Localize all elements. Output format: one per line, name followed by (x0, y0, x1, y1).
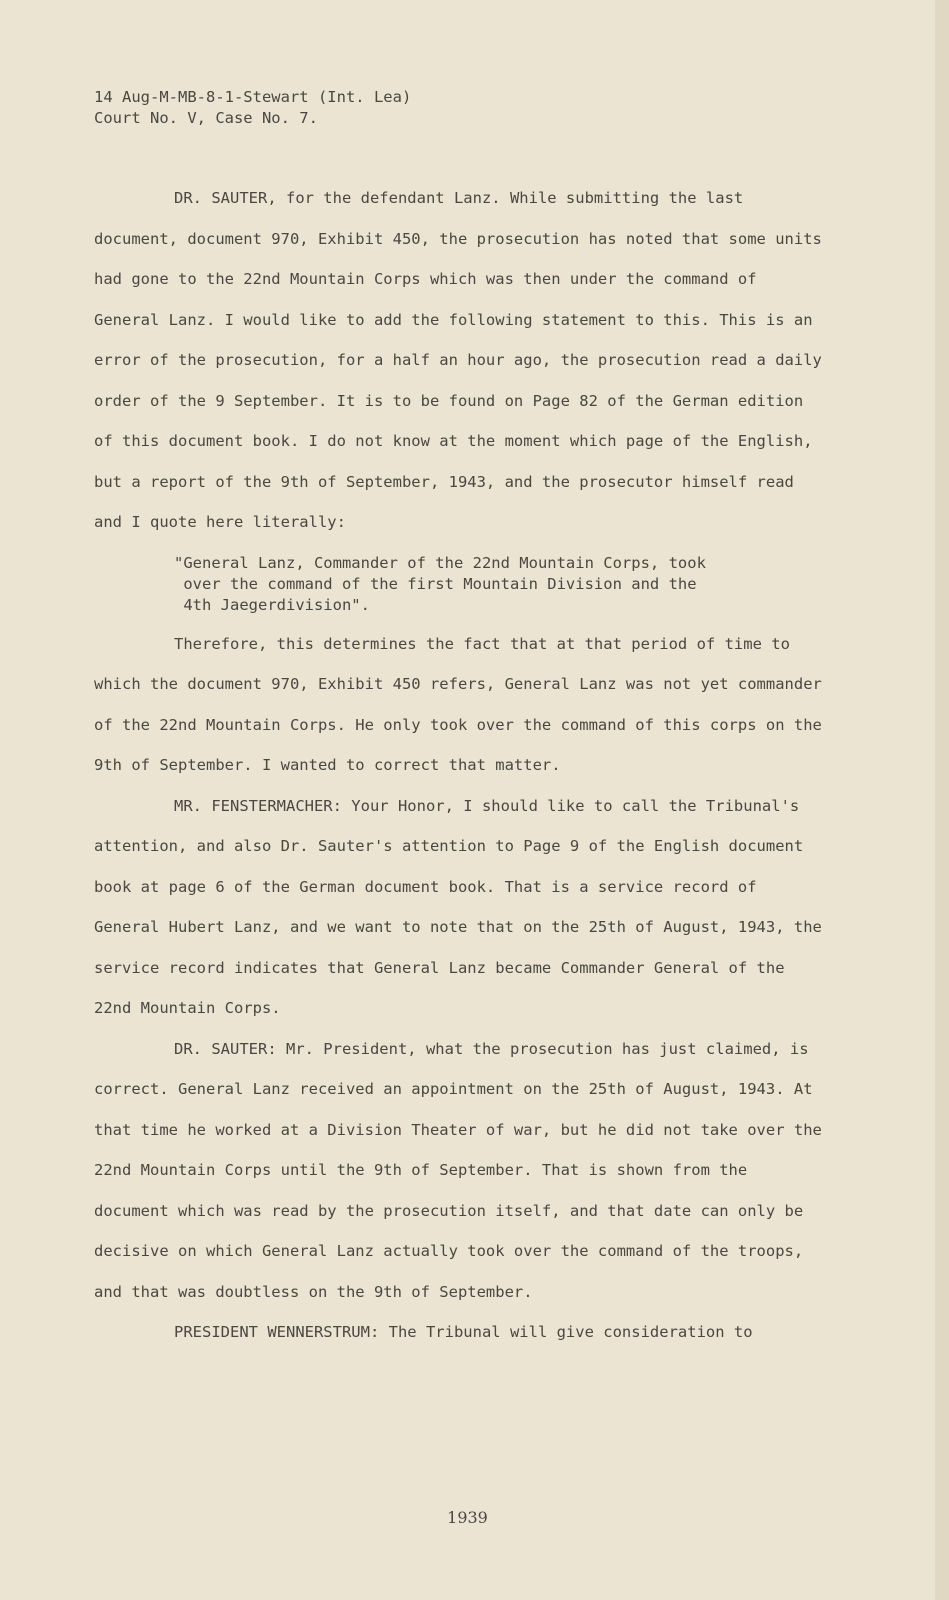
paragraph-therefore: Therefore, this determines the fact that at that period of time to which the document 970, Exhibit 450 refers, General Lanz was not yet commander of the 22nd Mountain Corps. He only took over the command of this corps on the 9th of September. I wanted to correct that matter. (94, 634, 822, 774)
paragraph-sauter-reply: DR. SAUTER: Mr. President, what the prosecution has just claimed, is correct. General Lanz received an appointment on the 25th of August, 1943. At that time he worked at a Division Theater of war, but he did not take over the 22nd Mountain Corps until the 9th of September. That is shown from the document which was read by the prosecution itself, and that date can only be decisive on which General Lanz actually took over the command of the troops, and that was doubtless on the 9th of September. (94, 1039, 822, 1301)
quote-line: "General Lanz, Commander of the 22nd Mountain Corps, took (174, 553, 706, 572)
header-line-1: 14 Aug-M-MB-8-1-Stewart (Int. Lea) (94, 88, 412, 106)
quoted-order (174, 543, 824, 616)
quote-line: 4th Jaegerdivision". (174, 595, 370, 614)
paragraph-president: PRESIDENT WENNERSTRUM: The Tribunal will give consideration to (174, 1323, 753, 1341)
transcript-body (94, 178, 824, 1353)
header-line-2: Court No. V, Case No. 7. (94, 109, 318, 127)
quote-line: over the command of the first Mountain Division and the (174, 574, 697, 593)
paragraph-sauter-statement: DR. SAUTER, for the defendant Lanz. While submitting the last document, document 970, Exhibit 450, the prosecution has noted that some units had gone to the 22nd Mountain Corps which was then under the command of General Lanz. I would like to add the following statement to this. This is an error of the prosecution, for a half an hour ago, the prosecution read a daily order of the 9 September. It is to be found on Page 82 of the German edition of this document book. I do not know at the moment which page of the English, but a report of the 9th of September, 1943, and the prosecutor himself read and I quote here literally: (94, 189, 822, 531)
paragraph-fenstermacher: MR. FENSTERMACHER: Your Honor, I should like to call the Tribunal's attention, and also Dr. Sauter's attention to Page 9 of the English document book at page 6 of the German document book. That is a service record of General Hubert Lanz, and we want to note that on the 25th of August, 1943, the service record indicates that General Lanz became Commander General of the 22nd Mountain Corps. (94, 796, 822, 1017)
document-header (94, 87, 411, 129)
page-number: 1939 (447, 1508, 488, 1527)
